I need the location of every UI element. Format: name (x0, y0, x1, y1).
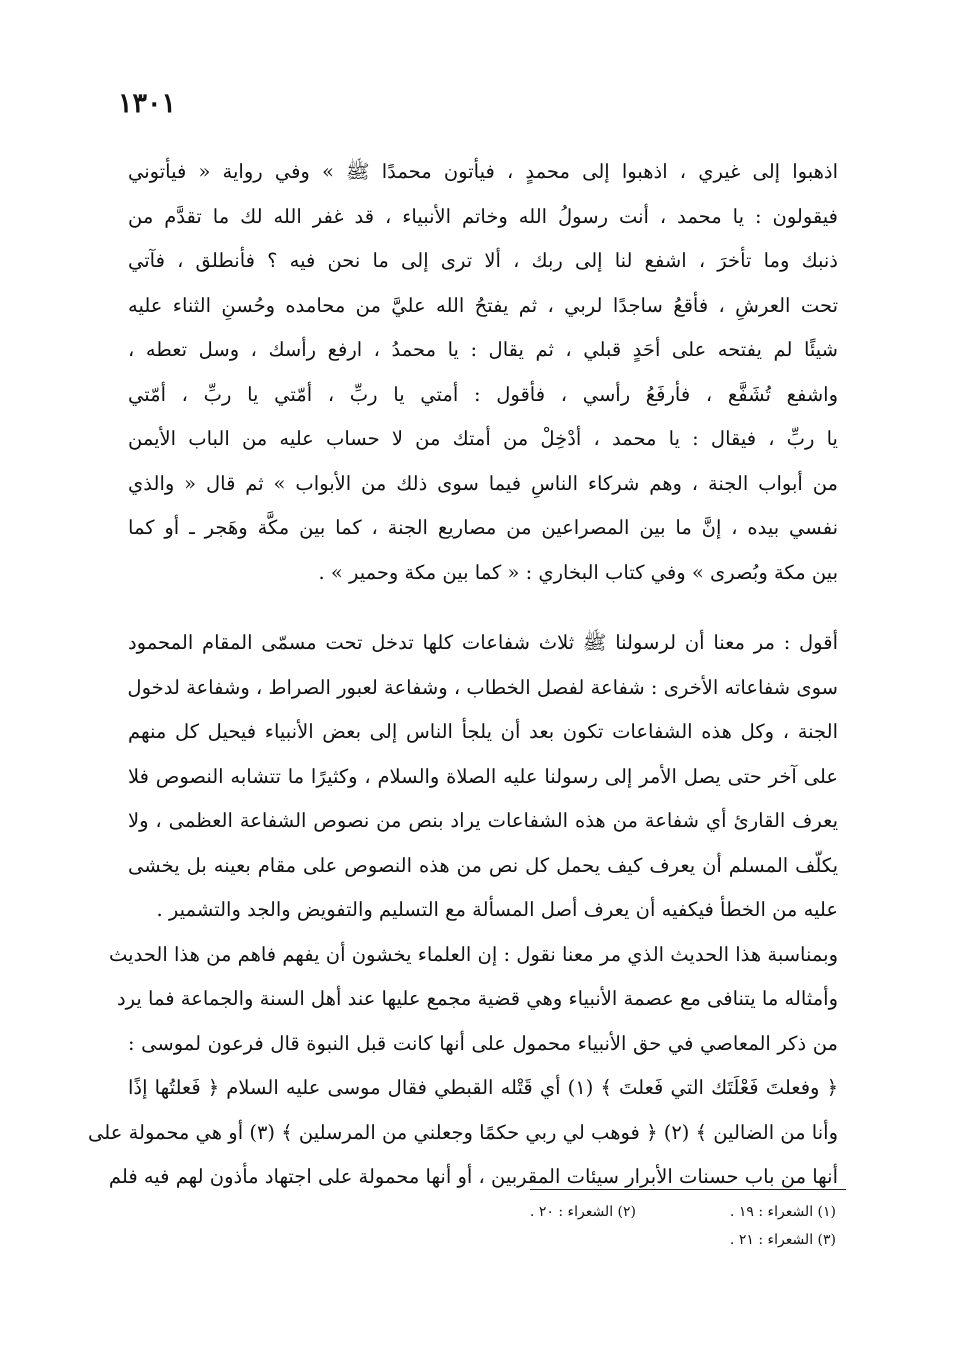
footnote-row (320, 1226, 836, 1254)
text-line: يكلّف المسلم أن يعرف كيف يحمل كل نص من هذه النصوص على مقام بعينه بل يخشى (128, 853, 838, 877)
main-text (88, 150, 838, 1200)
text-line: واشفع تُشَفَّع ، فأرفَعُ رأسي ، فأقول : أمتي يا ربِّ ، أمّتي يا ربِّ ، أمّتي (128, 382, 838, 406)
text-line: فيقولون : يا محمد ، أنت رسولُ الله وخاتم الأنبياء ، قد غفر الله لك ما تقدَّم من (128, 204, 838, 228)
text-line: الجنة ، وكل هذه الشفاعات تكون بعد أن يلجأ الناس إلى بعض الأنبياء فيحيل كل منهم (128, 720, 838, 743)
text-line: يا ربِّ ، فيقال : يا محمد ، أدْخِلْ من أمتك من لا حساب عليه من الباب الأيمن (128, 427, 838, 450)
paragraph-infallibility (88, 933, 838, 1200)
text-line: ذنبك وما تأخرَ ، اشفع لنا إلى ربك ، ألا ترى إلى ما نحن فيه ؟ فأنطلق ، فآتي (128, 249, 838, 272)
text-line: تحت العرشِ ، فأقعُ ساجدًا لربي ، ثم يفتحُ الله عليَّ من محامده وحُسنِ الثناء عليه (128, 293, 838, 317)
footnotes (320, 1198, 836, 1254)
text-line: سوى شفاعاته الأخرى : شفاعة لفصل الخطاب ، وشفاعة لعبور الصراط ، وشفاعة لدخول (127, 675, 838, 699)
text-line: ﴿ وفعلتَ فَعْلَتَك التي فَعلتَ ﴾ (١) أي قَتْله القبطي فقال موسى عليه السلام ﴿ فَعلتُها إذًا (128, 1076, 838, 1099)
footnote-2: (٢) الشعراء : ٢٠ . (529, 1204, 636, 1220)
footnote-1: (١) الشعراء : ١٩ . (729, 1204, 836, 1220)
text-line: بين مكة وبُصرى » وفي كتاب البخاري : « كما بين مكة وحمير » . (318, 560, 838, 584)
text-line: أنها من باب حسنات الأبرار سيئات المقربين ، أو أنها محمولة على اجتهاد مأذون لهم فيه فلم (108, 1165, 838, 1188)
text-line: اذهبوا إلى غيري ، اذهبوا إلى محمدٍ ، فيأتون محمدًا ﷺ » وفي رواية « فيأتوني (128, 160, 838, 183)
text-line: وبمناسبة هذا الحديث الذي مر معنا نقول : إن العلماء يخشون أن يفهم فاهم من هذا الحديث (109, 942, 838, 966)
paragraph-hadith (128, 150, 838, 595)
footnote-divider (530, 1189, 846, 1190)
text-line: على آخر حتى يصل الأمر إلى رسولنا عليه الصلاة والسلام ، وكثيرًا ما تتشابه النصوص فلا (128, 764, 838, 788)
text-line: يعرف القارئ أي شفاعة من هذه الشفاعات يراد بنص من نصوص الشفاعة العظمى ، ولا (128, 809, 838, 832)
text-line: شيئًا لم يفتحه على أحَدٍ قبلي ، ثم يقال : يا محمدُ ، ارفع رأسك ، وسل تعطه ، (128, 338, 838, 361)
text-line: من ذكر المعاصي في حق الأنبياء محمول على أنها كانت قبل النبوة قال فرعون لموسى : (128, 1031, 838, 1055)
footnote-row (320, 1198, 836, 1226)
paragraph-gap (128, 595, 838, 621)
text-line: عليه من الخطأ فيكفيه أن يعرف أصل المسألة مع التسليم والتفويض والجد والتشمير . (156, 898, 838, 921)
page-number: ١٣٠١ (118, 88, 177, 119)
text-line: وأنا من الضالين ﴾ (٢) ﴿ فوهب لي ربي حكمًا وجعلني من المرسلين ﴾ (٣) أو هي محمولة على (88, 1120, 838, 1144)
text-line: من أبواب الجنة ، وهم شركاء الناسِ فيما سوى ذلك من الأبواب » ثم قال « والذي (128, 471, 838, 495)
text-line: أقول : مر معنا أن لرسولنا ﷺ ثلاث شفاعات كلها تدخل تحت مسمّى المقام المحمود (128, 631, 838, 654)
footnote-3: (٣) الشعراء : ٢١ . (729, 1232, 836, 1248)
text-line: وأمثاله ما يتنافى مع عصمة الأنبياء وهي قضية مجمع عليها عند أهل السنة والجماعة فما يرد (116, 987, 838, 1010)
text-line: نفسي بيده ، إنَّ ما بين المصراعين من مصاريع الجنة ، كما بين مكَّة وهَجر ـ أو كما (128, 516, 838, 539)
paragraph-commentary (128, 621, 838, 933)
